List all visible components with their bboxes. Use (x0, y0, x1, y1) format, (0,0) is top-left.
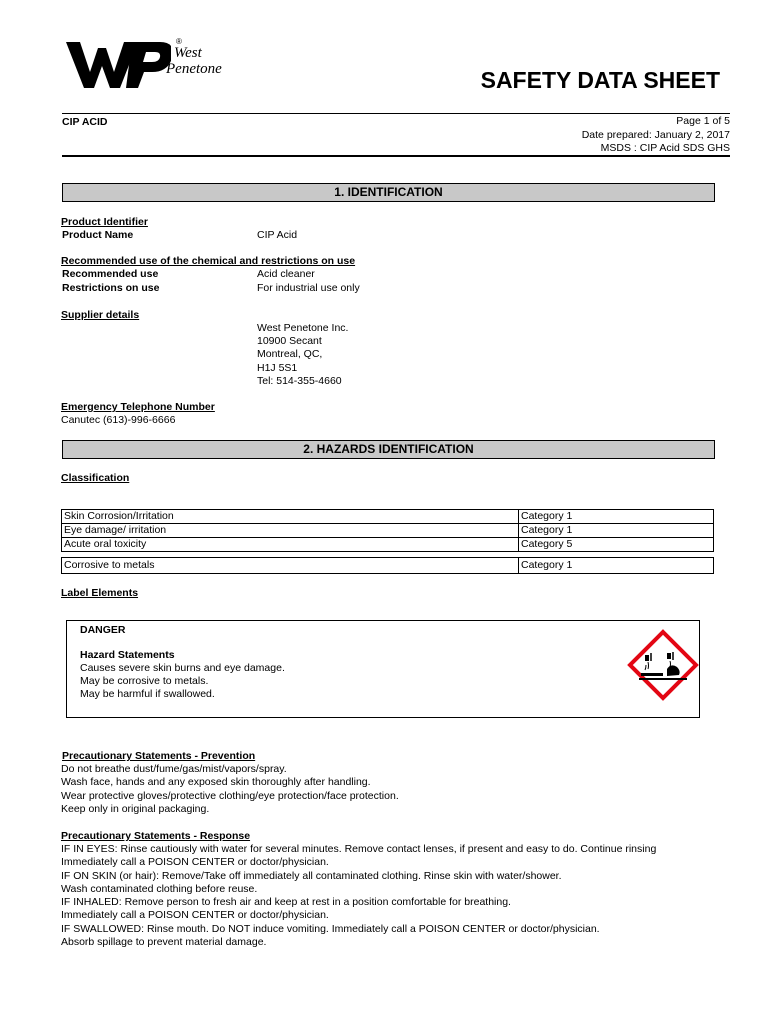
supplier-address (257, 322, 348, 388)
hazard-statement: Causes severe skin burns and eye damage. (80, 662, 285, 674)
classification-table-extra (61, 557, 714, 574)
hazard-statements-heading: Hazard Statements (80, 649, 175, 661)
prevention-statements (61, 763, 741, 816)
table-row (62, 510, 714, 524)
document-meta (582, 115, 730, 156)
product-name-value: CIP Acid (257, 229, 298, 241)
wp-logo-icon (66, 38, 171, 90)
product-name-label: Product Name (62, 229, 134, 241)
hazard-category-cell: Category 5 (519, 538, 714, 552)
supplier-heading: Supplier details (61, 309, 140, 321)
hazard-statement: May be harmful if swallowed. (80, 688, 215, 700)
response-line: IF ON SKIN (or hair): Remove/Take off immediately all contaminated clothing. Rinse skin with water/shower. (61, 869, 562, 882)
supplier-line: 10900 Secant (257, 335, 322, 348)
prevention-line: Do not breathe dust/fume/gas/mist/vapors/spray. (61, 763, 287, 775)
prevention-line: Keep only in original packaging. (61, 802, 210, 815)
signal-word: DANGER (80, 624, 126, 636)
hazard-class-cell: Corrosive to metals (62, 558, 519, 574)
product-identifier-heading: Product Identifier (61, 216, 148, 228)
prevention-heading: Precautionary Statements - Prevention (62, 750, 256, 762)
brand-name-line1: West (174, 45, 202, 61)
response-line: Immediately call a POISON CENTER or doctor/physician. (61, 856, 329, 869)
restrictions-value: For industrial use only (257, 282, 360, 294)
hazard-category-cell: Category 1 (519, 524, 714, 538)
supplier-line: Montreal, QC, (257, 348, 323, 361)
response-heading: Precautionary Statements - Response (61, 830, 251, 842)
date-prepared: Date prepared: January 2, 2017 (581, 128, 730, 141)
corrosion-pictogram-icon (627, 629, 699, 701)
classification-heading: Classification (61, 472, 130, 484)
msds-reference: MSDS : CIP Acid SDS GHS (600, 142, 730, 154)
hazard-class-cell: Eye damage/ irritation (62, 524, 519, 538)
classification-table (61, 509, 714, 552)
product-code: CIP ACID (62, 116, 108, 128)
label-elements-box (66, 620, 700, 718)
response-line: IF INHALED: Remove person to fresh air and keep at rest in a position comfortable for breathing. (61, 896, 511, 909)
response-line: Immediately call a POISON CENTER or doctor/physician. (61, 909, 329, 922)
header-divider (62, 113, 730, 114)
recommended-use-label: Recommended use (62, 268, 159, 280)
header-rule (62, 155, 730, 157)
emergency-phone-heading: Emergency Telephone Number (61, 401, 215, 413)
trademark-symbol: ® (176, 37, 182, 46)
hazard-statement: May be corrosive to metals. (80, 675, 209, 687)
page-number: Page 1 of 5 (676, 115, 730, 127)
response-line: IF IN EYES: Rinse cautiously with water for several minutes. Remove contact lenses, if present and easy to do. Continue rinsing (61, 843, 657, 855)
response-statements (61, 843, 741, 949)
prevention-line: Wear protective gloves/protective clothing/eye protection/face protection. (61, 789, 399, 802)
table-row (62, 558, 714, 574)
supplier-line: Tel: 514-355-4660 (257, 374, 342, 387)
supplier-line: West Penetone Inc. (257, 322, 349, 334)
prevention-line: Wash face, hands and any exposed skin thoroughly after handling. (61, 776, 371, 789)
section-2-heading: 2. HAZARDS IDENTIFICATION (62, 440, 715, 459)
response-line: Absorb spillage to prevent material damage. (61, 936, 267, 949)
section-1-heading: 1. IDENTIFICATION (62, 183, 715, 202)
hazard-statements-list (80, 662, 285, 701)
company-logo (66, 38, 246, 90)
table-row (62, 538, 714, 552)
hazard-category-cell: Category 1 (519, 510, 714, 524)
brand-name-line2: Penetone (166, 61, 222, 77)
hazard-category-cell: Category 1 (519, 558, 714, 574)
supplier-line: H1J 5S1 (257, 361, 298, 374)
hazard-class-cell: Acute oral toxicity (62, 538, 519, 552)
recommended-use-heading: Recommended use of the chemical and restrictions on use (61, 255, 356, 267)
label-elements-heading: Label Elements (61, 587, 139, 599)
recommended-use-value: Acid cleaner (257, 268, 315, 280)
restrictions-label: Restrictions on use (62, 282, 160, 294)
table-row (62, 524, 714, 538)
document-title: SAFETY DATA SHEET (480, 67, 720, 93)
emergency-phone-value: Canutec (613)-996-6666 (61, 414, 176, 426)
response-line: Wash contaminated clothing before reuse. (61, 882, 258, 895)
response-line: IF SWALLOWED: Rinse mouth. Do NOT induce vomiting. Immediately call a POISON CENTER or doctor/physician. (61, 922, 600, 935)
hazard-class-cell: Skin Corrosion/Irritation (62, 510, 519, 524)
